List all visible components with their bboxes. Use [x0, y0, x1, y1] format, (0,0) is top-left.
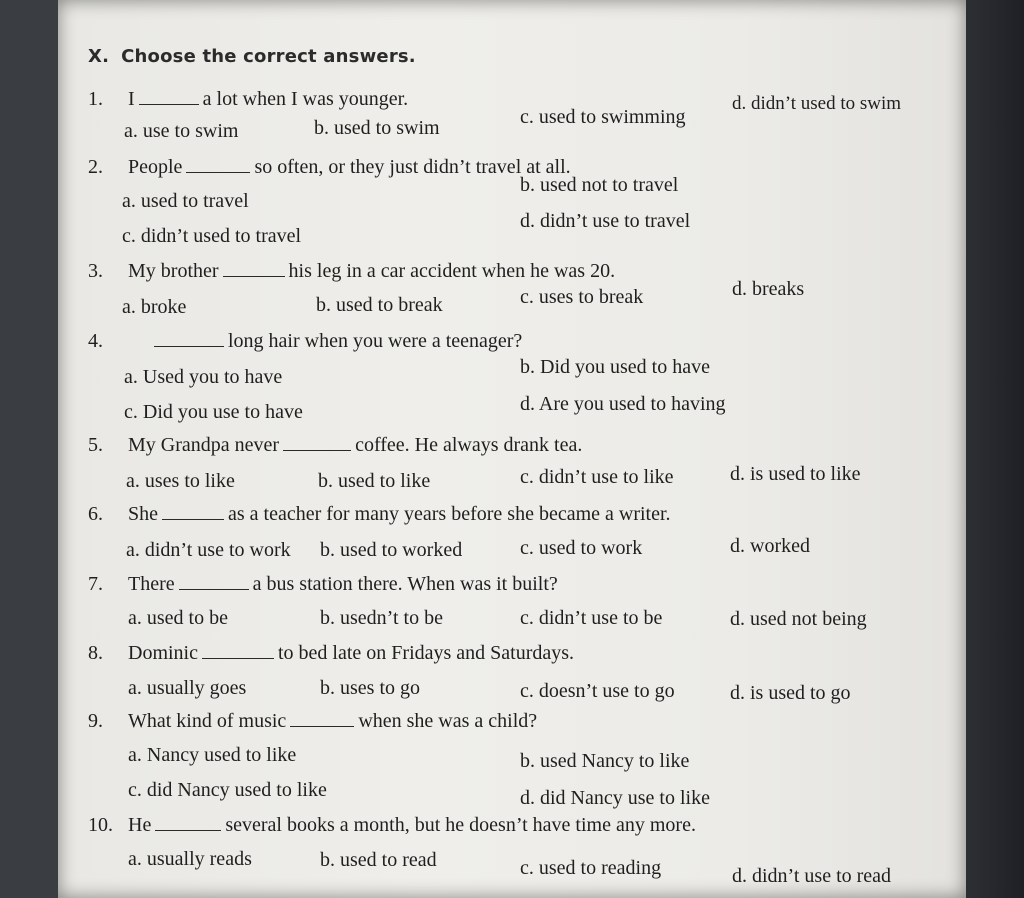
option-c: c. didn’t use to be: [520, 607, 663, 629]
question-text-before: My Grandpa never: [128, 434, 280, 456]
option-b: b. used to read: [320, 849, 437, 871]
background-edge: [966, 0, 1024, 898]
question-8: [88, 642, 574, 665]
option-b: b. used not to travel: [520, 174, 679, 196]
option-d: d. breaks: [732, 278, 805, 300]
option-c: c. doesn’t use to go: [520, 680, 675, 702]
section-label: X.: [88, 46, 110, 67]
answer-blank: [179, 574, 249, 590]
question-text-before: She: [128, 503, 158, 525]
question-text-after: to bed late on Fridays and Saturdays.: [278, 642, 575, 664]
option-c: c. used to reading: [520, 857, 662, 879]
answer-blank: [186, 157, 250, 173]
option-a: a. didn’t use to work: [126, 539, 291, 561]
question-number: 4.: [88, 330, 103, 352]
option-c: c. used to work: [520, 537, 643, 559]
option-b: b. Did you used to have: [520, 356, 710, 378]
question-text-after: coffee. He always drank tea.: [355, 434, 583, 456]
question-1: [88, 88, 408, 111]
option-c: c. used to swimming: [520, 106, 686, 128]
question-4: [88, 330, 522, 353]
question-10: [88, 814, 696, 837]
option-b: b. used to break: [316, 294, 443, 316]
answer-blank: [162, 504, 224, 520]
question-text-before: There: [128, 573, 175, 595]
question-number: 2.: [88, 156, 103, 178]
answer-blank: [283, 435, 351, 451]
answer-blank: [155, 815, 221, 831]
option-d: d. is used to go: [730, 682, 851, 704]
question-text-before: He: [128, 814, 152, 836]
question-text-after: as a teacher for many years before she became a writer.: [228, 503, 671, 525]
question-9: [88, 710, 537, 733]
question-text-after: several books a month, but he doesn’t have time any more.: [225, 814, 696, 836]
question-text-before: I: [128, 88, 135, 110]
question-number: 5.: [88, 434, 103, 456]
worksheet-page: [58, 0, 966, 898]
option-c: c. did Nancy used to like: [128, 779, 327, 801]
option-a: a. use to swim: [124, 120, 239, 142]
option-d: d. didn’t use to read: [732, 865, 892, 887]
option-d: d. Are you used to having: [520, 393, 726, 415]
question-6: [88, 503, 671, 526]
question-text-after: when she was a child?: [358, 710, 538, 732]
question-text-before: What kind of music: [128, 710, 287, 732]
option-b: b. used to swim: [314, 117, 440, 139]
exercise-heading: [88, 46, 416, 67]
question-text-after: a lot when I was younger.: [202, 88, 409, 110]
answer-blank: [154, 331, 224, 347]
option-d: d. didn’t use to travel: [520, 210, 691, 232]
option-d: d. is used to like: [730, 463, 861, 485]
option-b: b. used Nancy to like: [520, 750, 690, 772]
answer-blank: [223, 261, 285, 277]
question-text-after: a bus station there. When was it built?: [252, 573, 558, 595]
option-b: b. used to like: [318, 470, 431, 492]
question-number: 9.: [88, 710, 103, 732]
answer-blank: [290, 711, 354, 727]
option-b: b. usedn’t to be: [320, 607, 443, 629]
question-5: [88, 434, 582, 457]
instruction-text: Choose the correct answers.: [121, 46, 416, 67]
answer-blank: [139, 89, 199, 105]
option-c: c. Did you use to have: [124, 401, 303, 423]
option-c: c. didn’t used to travel: [122, 225, 302, 247]
option-c: c. uses to break: [520, 286, 644, 308]
question-2: [88, 156, 571, 179]
option-a: a. used to travel: [122, 190, 249, 212]
option-b: b. used to worked: [320, 539, 463, 561]
question-number: 1.: [88, 88, 103, 110]
question-number: 6.: [88, 503, 103, 525]
option-d: d. worked: [730, 535, 810, 557]
question-3: [88, 260, 615, 283]
question-text-before: My brother: [128, 260, 219, 282]
option-d: d. didn’t used to swim: [732, 93, 902, 114]
question-text-before: Dominic: [128, 642, 198, 664]
question-number: 3.: [88, 260, 103, 282]
option-a: a. uses to like: [126, 470, 235, 492]
question-number: 10.: [88, 814, 113, 836]
option-a: a. usually reads: [128, 848, 252, 870]
option-a: a. Nancy used to like: [128, 744, 297, 766]
question-text-after: his leg in a car accident when he was 20.: [288, 260, 616, 282]
option-a: a. used to be: [128, 607, 228, 629]
question-text-after: long hair when you were a teenager?: [228, 330, 523, 352]
question-text-after: so often, or they just didn’t travel at all.: [254, 156, 571, 178]
option-a: a. broke: [122, 296, 187, 318]
option-c: c. didn’t use to like: [520, 466, 674, 488]
question-number: 8.: [88, 642, 103, 664]
option-d: d. used not being: [730, 608, 867, 630]
option-d: d. did Nancy use to like: [520, 787, 710, 809]
question-text-before: People: [128, 156, 183, 178]
question-number: 7.: [88, 573, 103, 595]
option-a: a. usually goes: [128, 677, 247, 699]
option-a: a. Used you to have: [124, 366, 283, 388]
answer-blank: [202, 643, 274, 659]
question-7: [88, 573, 558, 596]
option-b: b. uses to go: [320, 677, 420, 699]
